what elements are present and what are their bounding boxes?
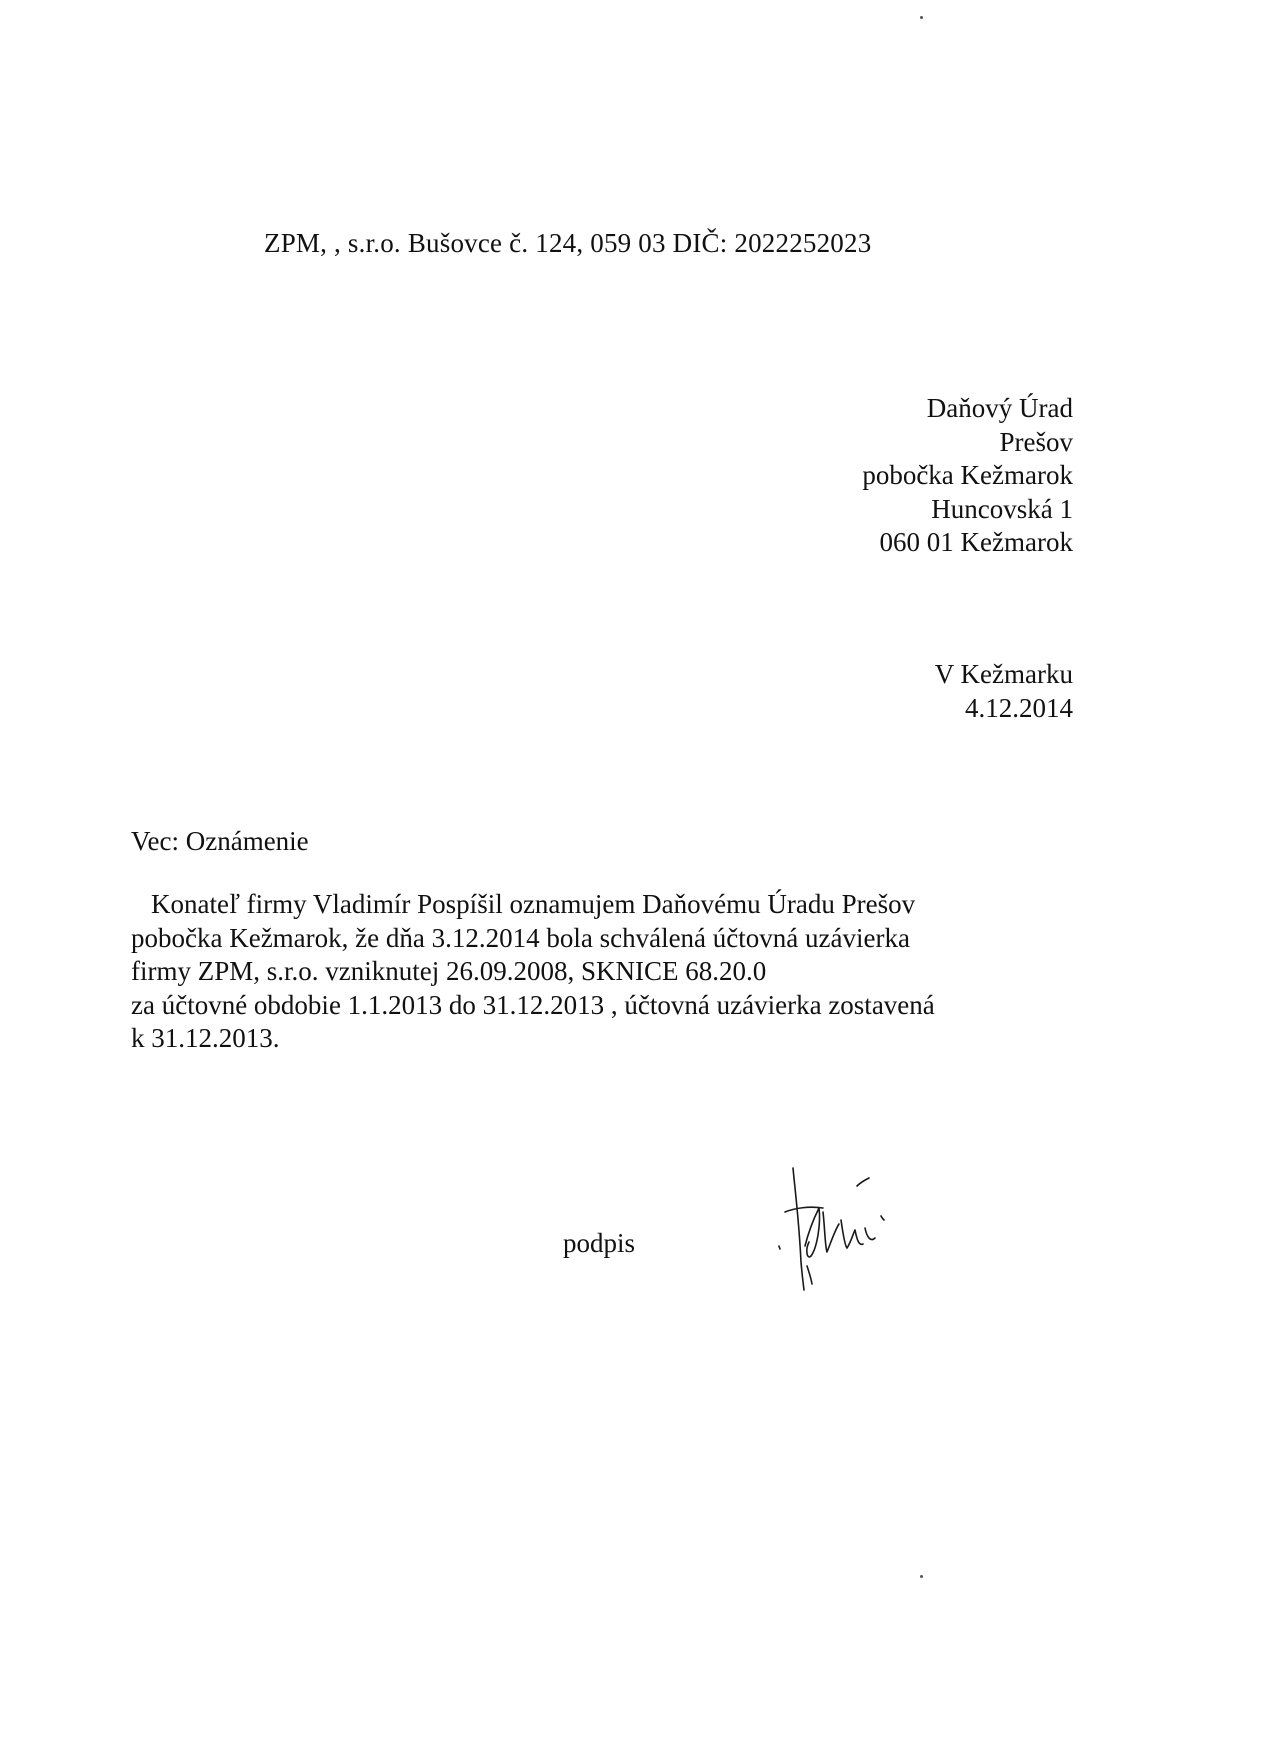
subject-line: Vec: Oznámenie [131, 826, 309, 856]
place-date [935, 658, 1073, 725]
body-line: pobočka Kežmarok, že dňa 3.12.2014 bola schválená účtovná uzávierka [131, 922, 910, 953]
signature-label: podpis [563, 1228, 636, 1258]
body-line: firmy ZPM, s.r.o. vzniknutej 26.09.2008, SKNICE 68.20.0 [131, 956, 767, 986]
company-header: ZPM, , s.r.o. Bušovce č. 124, 059 03 DIČ: 2022252023 [264, 228, 872, 258]
handwritten-signature [765, 1150, 915, 1300]
body-line: k 31.12.2013. [131, 1023, 280, 1053]
recipient-address [862, 392, 1073, 560]
recipient-line: pobočka Kežmarok [862, 460, 1073, 490]
body-line: Konateľ firmy Vladimír Pospíšil oznamujem Daňovému Úradu Prešov [151, 889, 916, 919]
recipient-line: Prešov [999, 426, 1073, 457]
scan-speck [920, 1575, 923, 1578]
letter-body [131, 888, 935, 1056]
recipient-line: Huncovská 1 [931, 493, 1073, 524]
scan-speck [920, 16, 923, 19]
recipient-line: 060 01 Kežmarok [879, 527, 1073, 557]
body-line: za účtovné obdobie 1.1.2013 do 31.12.2013 , účtovná uzávierka zostavená [131, 989, 935, 1020]
recipient-line: Daňový Úrad [926, 393, 1073, 423]
place: V Kežmarku [934, 659, 1073, 689]
date: 4.12.2014 [965, 692, 1073, 723]
